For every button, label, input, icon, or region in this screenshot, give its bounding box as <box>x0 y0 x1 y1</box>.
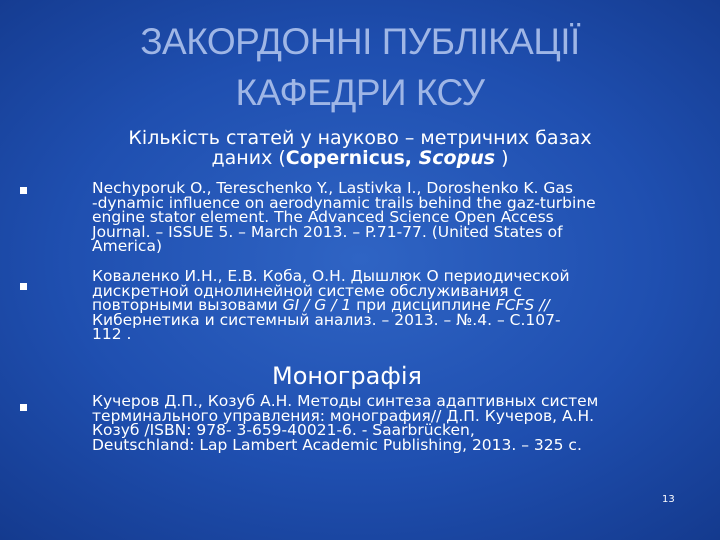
monograph-line: Кучеров Д.П., Козуб А.Н. Методы синтеза адаптивных систем <box>92 392 599 410</box>
slide-title-line-1: ЗАКОРДОННІ ПУБЛІКАЦІЇ <box>140 21 580 62</box>
subtitle-database-copernicus: Copernicus, <box>285 147 419 169</box>
monograph-line: терминального управления: монография// Д.П. Кучеров, А.Н. <box>92 406 595 425</box>
publication-italic-segment: GI / G / 1 <box>282 296 352 314</box>
subtitle-line-2 <box>40 148 680 168</box>
slide-subtitle <box>40 128 680 168</box>
publication-line: Nechyporuk O., Tereschenko Y., Lastivka I., Doroshenko K. Gas <box>92 179 573 197</box>
page-number: 13 <box>662 494 675 505</box>
publication-line: engine stator element. The Advanced Science Open Access <box>92 208 554 226</box>
subtitle-suffix: ) <box>495 147 509 169</box>
publication-line: Кибернетика и системный анализ. – 2013. – №.4. – С.107- <box>92 310 561 329</box>
bullet-square-icon <box>20 283 27 290</box>
slide-title <box>0 16 720 118</box>
monograph-heading: Монографія <box>272 362 422 390</box>
publication-text <box>92 181 704 254</box>
publication-line: 112 . <box>92 325 132 343</box>
monograph-line: Козуб /ISBN: 978- 3-659-40021-6. - Saarbrücken, <box>92 421 475 439</box>
monograph-line: Deutschland: Lap Lambert Academic Publishing, 2013. – 325 с. <box>92 435 582 454</box>
publication-line: Коваленко И.Н., Е.В. Коба, О.Н. Дышлюк О периодической <box>92 267 570 285</box>
publication-text-segment: при дисциплине <box>351 296 496 314</box>
publication-line: Journal. – ISSUE 5. – March 2013. – P.71-77. (United States of <box>92 222 563 241</box>
bullet-square-icon <box>20 187 27 194</box>
slide-title-line-2: КАФЕДРИ КСУ <box>235 72 485 113</box>
bullet-square-icon <box>20 404 27 411</box>
publication-text-segment: повторными вызовами <box>92 296 283 314</box>
publication-line: -dynamic influence on aerodynamic trails behind the gaz-turbine <box>92 193 596 212</box>
subtitle-line-1: Кількість статей у науково – метричних базах <box>128 127 592 149</box>
publication-line: America) <box>92 237 162 255</box>
subtitle-database-scopus: Scopus <box>418 147 496 169</box>
publication-text <box>92 269 704 342</box>
monograph-text <box>92 394 704 452</box>
publication-line: дискретной однолинейной системе обслуживания с <box>92 281 522 300</box>
subtitle-prefix: даних ( <box>211 147 286 169</box>
publication-italic-segment: FCFS // <box>495 296 550 314</box>
